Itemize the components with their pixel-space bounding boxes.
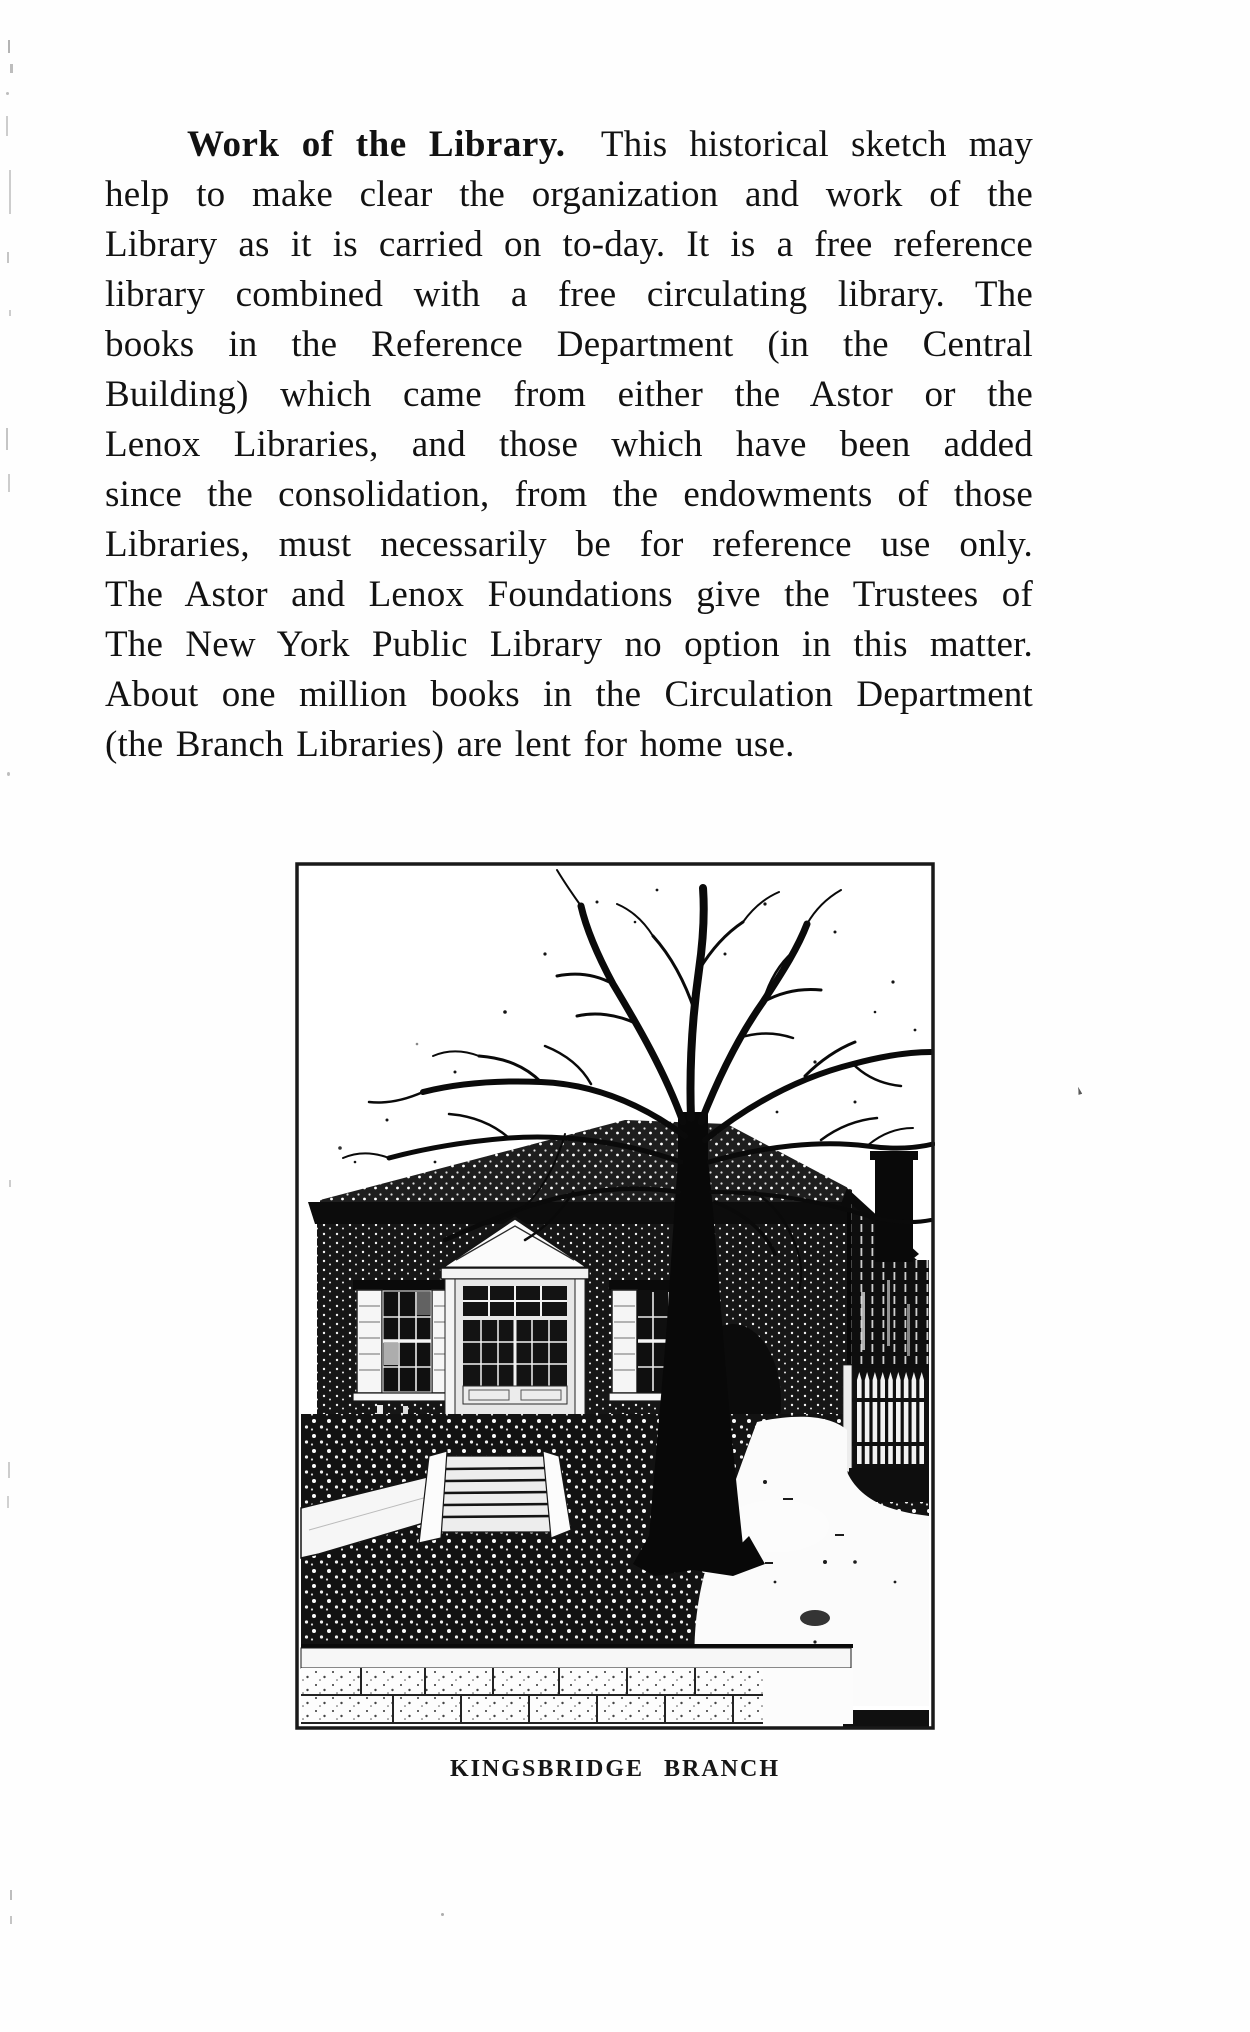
paragraph-line xyxy=(105,120,1033,170)
scan-artifact xyxy=(441,1913,444,1916)
paragraph xyxy=(105,120,1033,770)
scan-artifact xyxy=(9,1180,11,1187)
scan-artifact xyxy=(6,428,8,450)
scan-artifact xyxy=(8,1462,10,1478)
paragraph-line: since the consolidation, from the endowments of those xyxy=(105,474,1033,515)
paragraph-line: About one million books in the Circulation Department xyxy=(105,674,1033,715)
paragraph-line: Lenox Libraries, and those which have been added xyxy=(105,424,1033,465)
scan-artifact xyxy=(10,1890,12,1900)
paragraph-line: library combined with a free circulating library. The xyxy=(105,274,1033,315)
paragraph-line: Libraries, must necessarily be for reference use only. xyxy=(105,524,1033,565)
paragraph-line: (the Branch Libraries) are lent for home use. xyxy=(105,724,795,765)
paragraph-line: help to make clear the organization and work of the xyxy=(105,174,1033,215)
scan-artifact xyxy=(6,92,9,95)
paragraph-line-text: This historical sketch may xyxy=(600,124,1033,165)
scan-artifact xyxy=(8,40,10,53)
scan-artifact xyxy=(8,474,10,492)
building-illustration xyxy=(295,862,935,1730)
figure-caption: KINGSBRIDGE BRANCH xyxy=(449,1756,781,1782)
figure-photo xyxy=(295,862,935,1783)
paragraph-lead: Work of the Library. xyxy=(187,124,566,165)
scan-artifact xyxy=(10,64,13,73)
scan-artifact xyxy=(10,1916,12,1924)
scan-artifact xyxy=(9,310,11,316)
paragraph-line: Library as it is carried on to-day. It is a free reference xyxy=(105,224,1033,265)
scan-artifact xyxy=(7,1496,9,1508)
photo-kingsbridge-branch xyxy=(295,862,935,1730)
scan-artifact xyxy=(9,170,11,214)
paragraph-line: The Astor and Lenox Foundations give the Trustees of xyxy=(105,574,1033,615)
scan-artifact xyxy=(7,252,9,263)
scan-artifact xyxy=(6,116,8,136)
scan-artifact xyxy=(1075,1087,1084,1096)
paragraph-line: Building) which came from either the Astor or the xyxy=(105,374,1033,415)
paragraph-line: The New York Public Library no option in this matter. xyxy=(105,624,1033,665)
scan-artifact xyxy=(7,772,10,776)
paragraph-line: books in the Reference Department (in the Central xyxy=(105,324,1033,365)
